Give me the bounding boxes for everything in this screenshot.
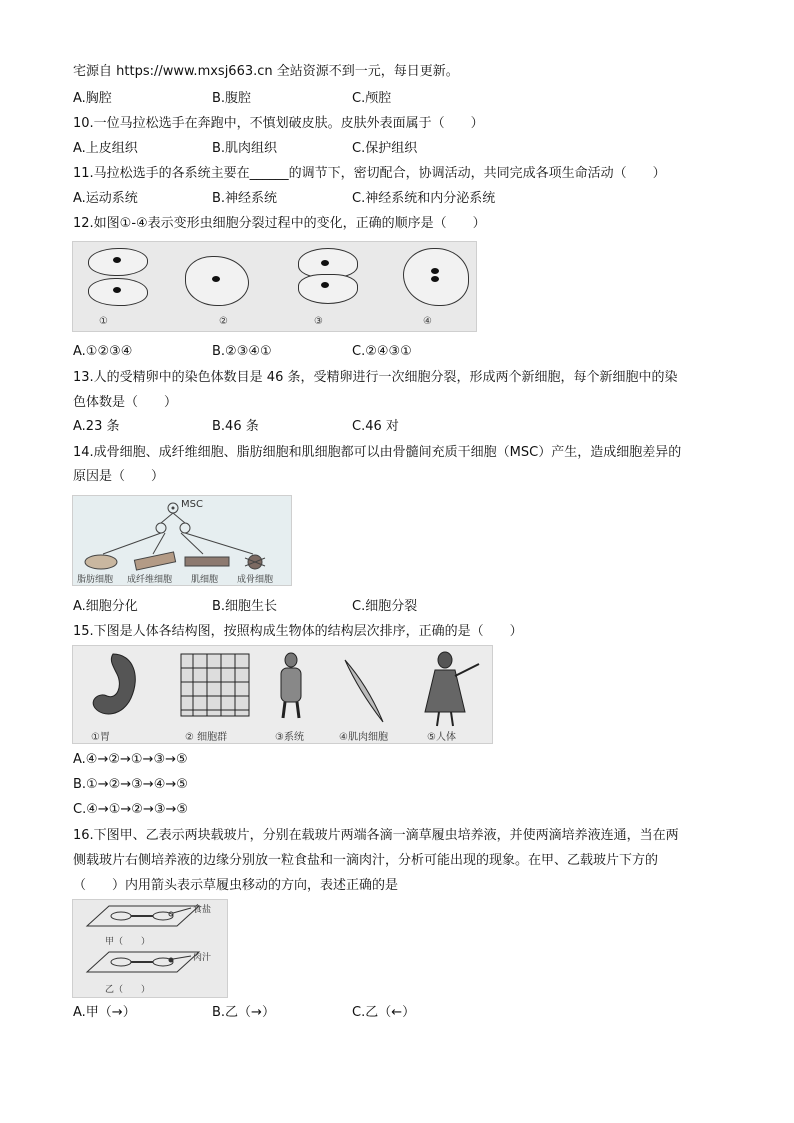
osteoblast-label: 成骨细胞 xyxy=(237,575,274,585)
q14-stem-line2: 原因是（ ） xyxy=(73,469,165,484)
q11-option-c: C.神经系统和内分泌系统 xyxy=(352,191,496,206)
q9-option-c: C.颅腔 xyxy=(352,91,392,106)
q14-option-a: A.细胞分化 xyxy=(73,599,138,614)
q13-option-a: A.23 条 xyxy=(73,419,120,434)
q11-option-b: B.神经系统 xyxy=(212,191,278,206)
fat-cell-label: 脂肪细胞 xyxy=(77,575,114,585)
q9-option-b: B.腹腔 xyxy=(212,91,252,106)
fibroblast-label: 成纤维细胞 xyxy=(127,575,173,585)
q13-option-c: C.46 对 xyxy=(352,419,399,434)
q16-stem-line3: （ ）内用箭头表示草履虫移动的方向，表述正确的是 xyxy=(73,878,399,893)
figure-label-4: ④ xyxy=(423,316,432,327)
muscle-cell-label: ④肌肉细胞 xyxy=(339,732,388,743)
muscle-cell-label: 肌细胞 xyxy=(191,575,219,585)
body-structure-figure xyxy=(72,645,493,744)
slide-yi-label: 乙（ ） xyxy=(105,985,151,995)
q12-option-c: C.②④③① xyxy=(352,344,412,359)
page-header-source: 宅源自 https://www.mxsj663.cn 全站资源不到一元，每日更新。 xyxy=(73,64,459,79)
q13-stem-line2: 色体数是（ ） xyxy=(73,395,178,410)
q11-stem: 11.马拉松选手的各系统主要在______的调节下，密切配合，协调活动，共同完成各项生命活动（ ） xyxy=(73,166,666,181)
figure-label-3: ③ xyxy=(314,316,323,327)
q10-stem: 10.一位马拉松选手在奔跑中，不慎划破皮肤。皮肤外表面属于（ ） xyxy=(73,116,484,131)
slide-experiment-figure xyxy=(72,899,228,998)
q15-option-c: C.④→①→②→③→⑤ xyxy=(73,802,189,817)
q15-option-b: B.①→②→③→④→⑤ xyxy=(73,777,188,792)
q10-option-c: C.保护组织 xyxy=(352,141,418,156)
q15-option-a: A.④→②→①→③→⑤ xyxy=(73,752,188,767)
q10-option-b: B.肌肉组织 xyxy=(212,141,278,156)
cell-group-label: ② 细胞群 xyxy=(185,732,228,743)
q9-option-a: A.胸腔 xyxy=(73,91,112,106)
q14-option-b: B.细胞生长 xyxy=(212,599,278,614)
human-body-label: ⑤人体 xyxy=(427,732,456,743)
q13-stem-line1: 13.人的受精卵中的染色体数目是 46 条，受精卵进行一次细胞分裂，形成两个新细胞，每个新细胞中的染 xyxy=(73,370,678,385)
q16-stem-line1: 16.下图甲、乙表示两块载玻片，分别在载玻片两端各滴一滴草履虫培养液，并使两滴培养液连通，当在两 xyxy=(73,828,679,843)
q16-stem-line2: 侧载玻片右侧培养液的边缘分别放一粒食盐和一滴肉汁，分析可能出现的现象。在甲、乙载玻片下方的 xyxy=(73,853,659,868)
q16-option-a: A.甲（→） xyxy=(73,1005,136,1020)
amoeba-division-figure xyxy=(72,241,477,332)
msc-label: MSC xyxy=(181,499,203,510)
figure-label-1: ① xyxy=(99,316,108,327)
msc-differentiation-figure xyxy=(72,495,292,586)
q10-option-a: A.上皮组织 xyxy=(73,141,138,156)
q14-stem-line1: 14.成骨细胞、成纤维细胞、脂肪细胞和肌细胞都可以由骨髓间充质干细胞（MSC）产生，造成细胞差异的 xyxy=(73,445,682,460)
q12-stem: 12.如图①-④表示变形虫细胞分裂过程中的变化，正确的顺序是（ ） xyxy=(73,216,486,231)
stomach-label: ①胃 xyxy=(91,732,110,743)
q11-option-a: A.运动系统 xyxy=(73,191,138,206)
q16-option-c: C.乙（←） xyxy=(352,1005,416,1020)
q15-stem: 15.下图是人体各结构图，按照构成生物体的结构层次排序，正确的是（ ） xyxy=(73,624,523,639)
salt-label: 食盐 xyxy=(193,905,212,915)
system-label: ③系统 xyxy=(275,732,304,743)
meat-juice-label: 肉汁 xyxy=(193,953,212,963)
q14-option-c: C.细胞分裂 xyxy=(352,599,418,614)
slide-jia-label: 甲（ ） xyxy=(105,937,151,947)
figure-label-2: ② xyxy=(219,316,228,327)
q13-option-b: B.46 条 xyxy=(212,419,259,434)
q16-option-b: B.乙（→） xyxy=(212,1005,275,1020)
q12-option-b: B.②③④① xyxy=(212,344,272,359)
q12-option-a: A.①②③④ xyxy=(73,344,133,359)
